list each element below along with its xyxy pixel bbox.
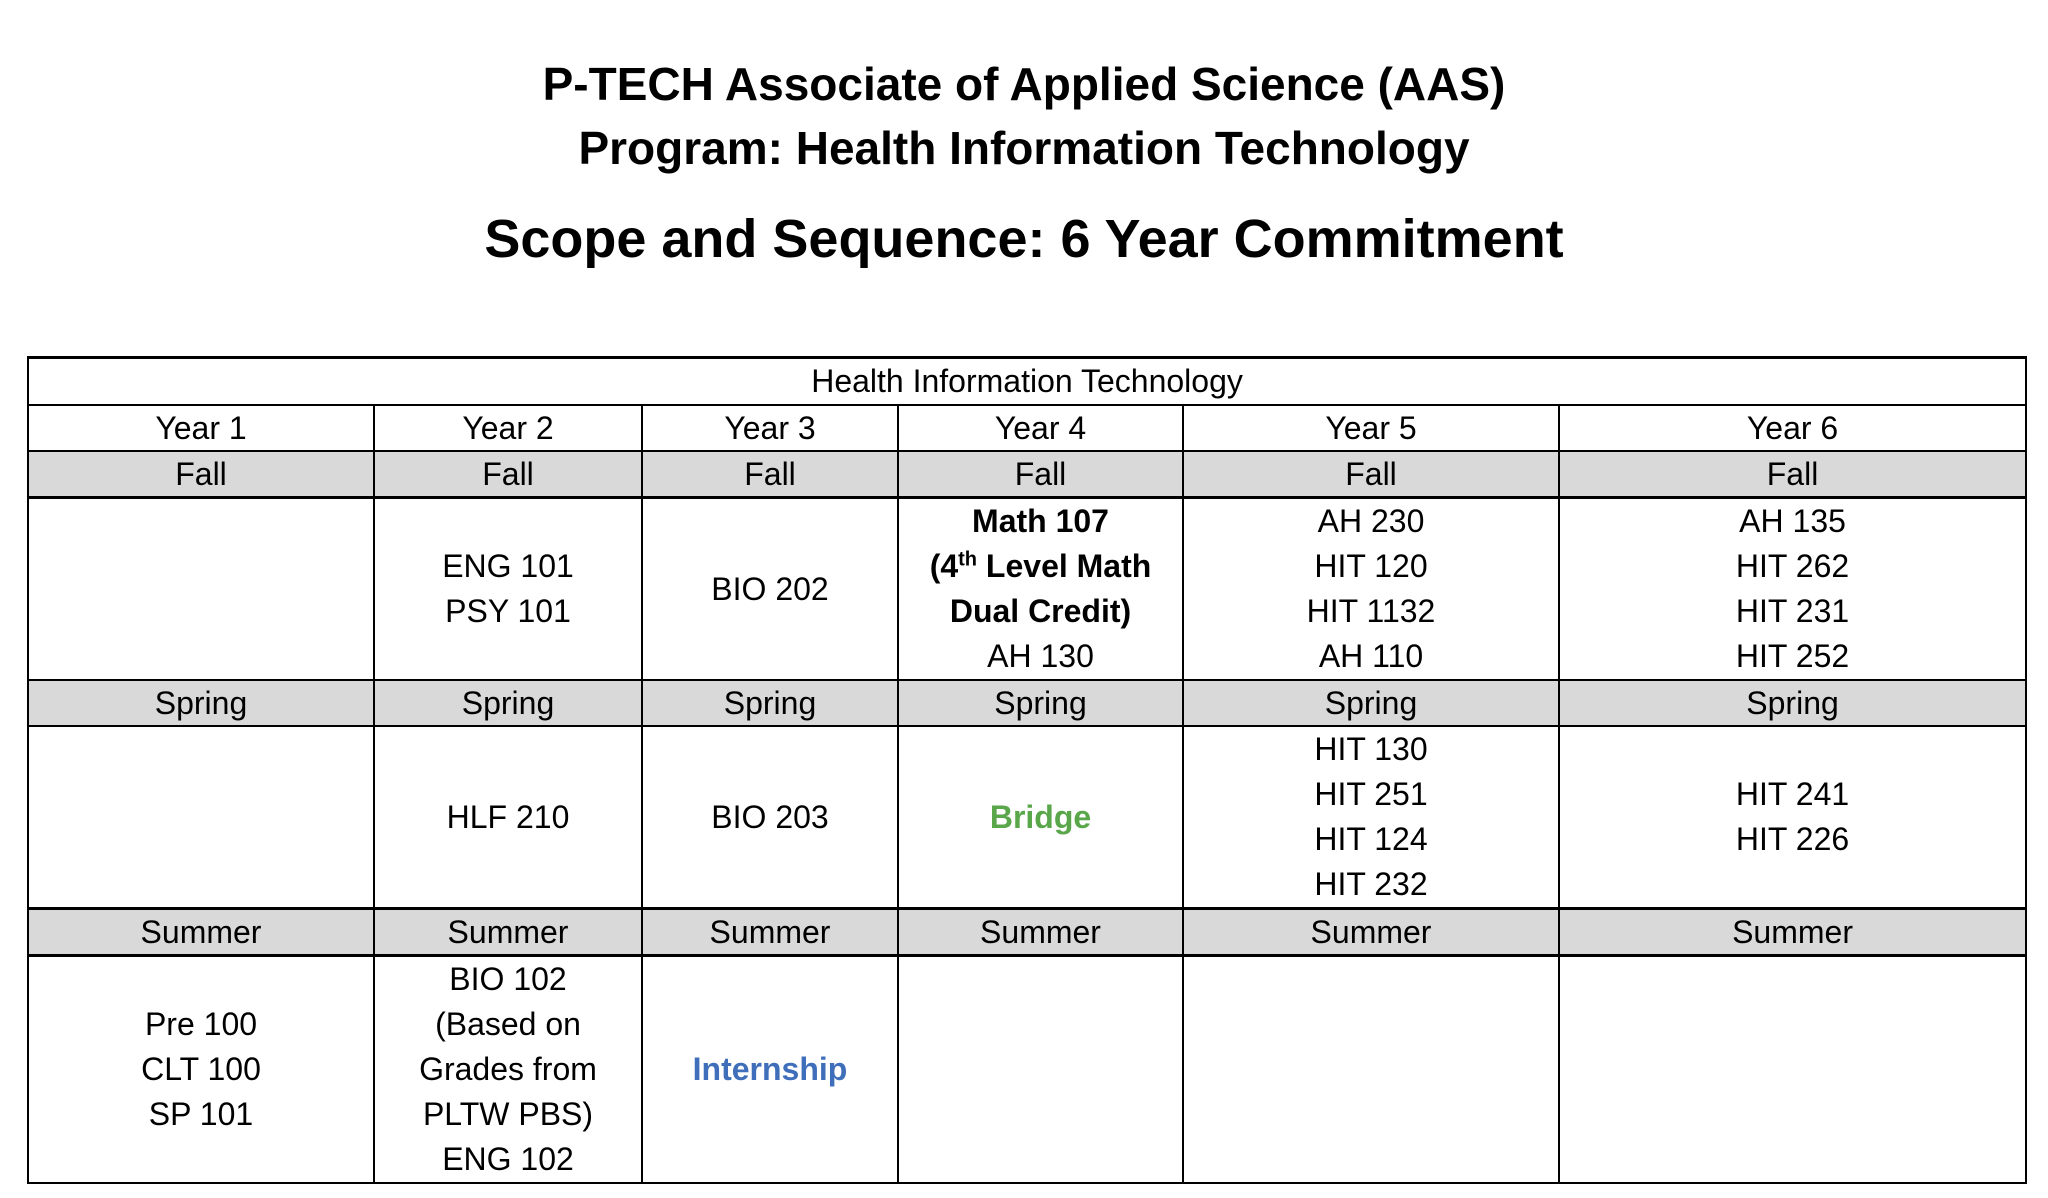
fall-courses-year-6 [1559, 498, 2026, 681]
year-header-4: Year 4 [898, 405, 1183, 451]
year-header-row [28, 405, 2026, 451]
spring-courses-year-1 [28, 726, 374, 909]
course-item: HIT 1132 [1306, 593, 1436, 629]
course-item: HIT 252 [1735, 638, 1850, 674]
course-note-ordinal: th [958, 548, 978, 571]
spring-courses-row [28, 726, 2026, 909]
summer-label-year-4: Summer [898, 909, 1183, 956]
spring-courses-year-2 [374, 726, 642, 909]
fall-label-year-4: Fall [898, 451, 1183, 498]
course-item: HIT 251 [1314, 776, 1428, 812]
year-header-5: Year 5 [1183, 405, 1559, 451]
spring-courses-year-5 [1183, 726, 1559, 909]
course-item: BIO 102 [449, 961, 567, 997]
course-item: HIT 226 [1735, 821, 1850, 857]
summer-label-year-5: Summer [1183, 909, 1559, 956]
summer-term-row [28, 909, 2026, 956]
course-item: HIT 231 [1735, 593, 1850, 629]
fall-label-year-3: Fall [642, 451, 898, 498]
course-item: ENG 102 [442, 1141, 574, 1177]
summer-label-year-6: Summer [1559, 909, 2026, 956]
course-note-suffix: Level Math [977, 548, 1152, 584]
course-note: Grades from [419, 1051, 597, 1087]
spring-label-year-4: Spring [898, 680, 1183, 726]
fall-courses-row [28, 498, 2026, 681]
spring-courses-year-6 [1559, 726, 2026, 909]
summer-courses-year-5 [1183, 956, 1559, 1184]
fall-courses-year-2 [374, 498, 642, 681]
spring-label-year-5: Spring [1183, 680, 1559, 726]
course-item: AH 230 [1317, 503, 1425, 539]
fall-label-year-5: Fall [1183, 451, 1559, 498]
summer-courses-year-1 [28, 956, 374, 1184]
course-item: CLT 100 [141, 1051, 261, 1087]
course-item: AH 110 [1318, 638, 1424, 674]
course-item: HIT 232 [1314, 866, 1428, 902]
course-item: ENG 101 [442, 548, 574, 584]
course-note: Dual Credit) [949, 593, 1132, 629]
summer-courses-year-4 [898, 956, 1183, 1184]
program-degree-title: P-TECH Associate of Applied Science (AAS) [542, 58, 1506, 110]
fall-label-year-6: Fall [1559, 451, 2026, 498]
fall-label-year-1: Fall [28, 451, 374, 498]
course-item: AH 135 [1739, 503, 1846, 539]
year-header-3: Year 3 [642, 405, 898, 451]
summer-courses-row [28, 956, 2026, 1184]
summer-label-year-1: Summer [28, 909, 374, 956]
fall-courses-year-5 [1183, 498, 1559, 681]
spring-label-year-2: Spring [374, 680, 642, 726]
course-item: AH 130 [987, 638, 1094, 674]
spring-label-year-3: Spring [642, 680, 898, 726]
summer-label-year-2: Summer [374, 909, 642, 956]
course-item: Math 107 [972, 503, 1109, 539]
document-header [0, 52, 2048, 271]
fall-courses-year-3 [642, 498, 898, 681]
year-header-2: Year 2 [374, 405, 642, 451]
summer-label-year-3: Summer [642, 909, 898, 956]
table-title: Health Information Technology [28, 358, 2026, 406]
course-item: PSY 101 [445, 593, 571, 629]
course-note-prefix: (4 [929, 548, 959, 584]
spring-courses-year-4 [898, 726, 1183, 909]
fall-courses-year-1 [28, 498, 374, 681]
course-item: Pre 100 [144, 1006, 258, 1042]
course-item: HIT 130 [1314, 731, 1428, 767]
fall-label-year-2: Fall [374, 451, 642, 498]
course-item: BIO 203 [711, 798, 829, 835]
program-name-title: Program: Health Information Technology [578, 122, 1470, 174]
course-item: HIT 241 [1735, 776, 1850, 812]
year-header-6: Year 6 [1559, 405, 2026, 451]
bridge-label: Bridge [989, 798, 1092, 835]
scope-sequence-title: Scope and Sequence: 6 Year Commitment [484, 209, 1564, 269]
year-header-1: Year 1 [28, 405, 374, 451]
course-item: HIT 124 [1314, 821, 1428, 857]
internship-label: Internship [692, 1051, 848, 1087]
course-note [930, 544, 1152, 589]
course-note: PLTW PBS) [422, 1096, 594, 1132]
course-item: HLF 210 [446, 798, 570, 835]
spring-courses-year-3 [642, 726, 898, 909]
schedule-table [27, 356, 2027, 1184]
course-item: BIO 202 [711, 570, 829, 607]
summer-courses-year-6 [1559, 956, 2026, 1184]
course-item: HIT 262 [1735, 548, 1850, 584]
course-note: (Based on [435, 1006, 581, 1042]
fall-term-row [28, 451, 2026, 498]
summer-courses-year-3 [642, 956, 898, 1184]
summer-courses-year-2 [374, 956, 642, 1184]
course-item: SP 101 [148, 1096, 254, 1132]
spring-label-year-6: Spring [1559, 680, 2026, 726]
course-item: HIT 120 [1314, 548, 1428, 584]
spring-label-year-1: Spring [28, 680, 374, 726]
fall-courses-year-4 [898, 498, 1183, 681]
spring-term-row [28, 680, 2026, 726]
